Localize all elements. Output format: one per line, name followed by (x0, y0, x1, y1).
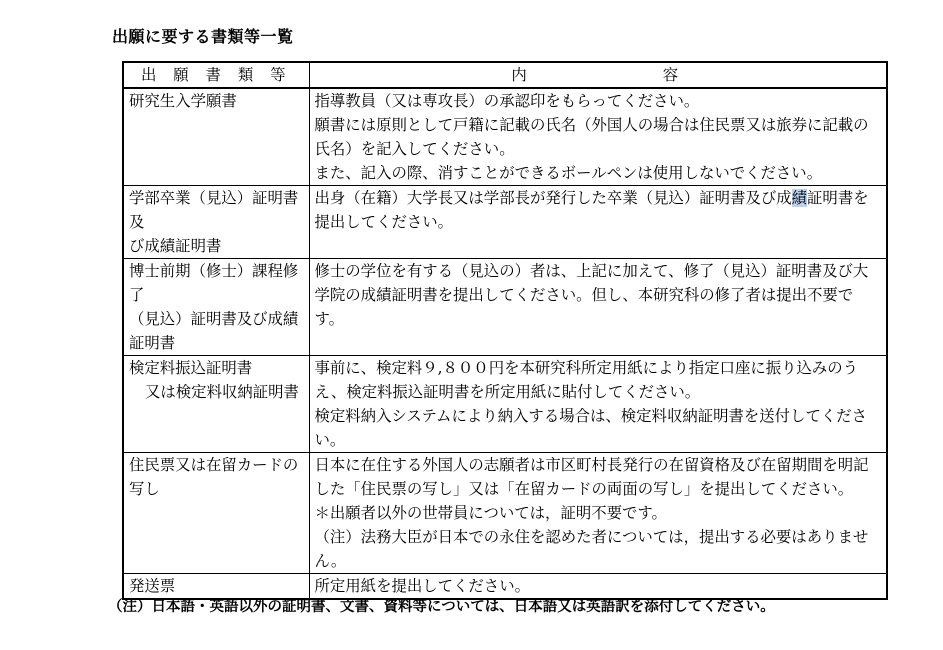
row-name-line: 証明書 (129, 334, 176, 352)
row-content-paragraph: 願書には原則として戸籍に記載の氏名（外国人の場合は住民票又は旅券に記載の氏名）を記入してください。 (314, 116, 869, 158)
row-content-paragraph: ＊出願者以外の世帯員については，証明不要です。 (314, 504, 667, 522)
row-content-paragraph: 所定用紙を提出してください。 (314, 577, 530, 595)
row-content-paragraph: 日本に在住する外国人の志願者は市区町村長発行の在留資格及び在留期間を明記した「住民票の写し」又は「在留カードの両面の写し」を提出してください。 (314, 456, 869, 498)
row-name (123, 356, 309, 453)
footnote: （注）日本語・英語以外の証明書、文書、資料等については、日本語又は英語訳を添付してください。 (108, 599, 775, 615)
row-content-paragraph: 指導教員（又は専攻長）の承認印をもらってください。 (314, 92, 700, 110)
table-row-exam-fee-certificate (123, 356, 887, 453)
text-selection-highlight[interactable]: 績 (791, 189, 808, 207)
row-content-paragraph: また、記入の際、消すことができるボールペンは使用しないでください。 (314, 164, 823, 182)
header-content-char-1: 内 (511, 66, 533, 84)
table-row-masters-certificate (123, 259, 887, 356)
row-content (309, 186, 887, 259)
header-content-char-2: 容 (662, 66, 685, 84)
row-content-paragraph: 事前に、検定料９,８００円を本研究科所定用紙により指定口座に振り込みのうえ、検定料振込証明書を所定用紙に貼付してください。 (314, 359, 859, 401)
table-row-application-form (123, 88, 887, 186)
documents-table (122, 61, 888, 600)
row-name-line: 発送票 (129, 577, 176, 595)
header-content (309, 62, 887, 88)
row-name-line: び成績証明書 (129, 237, 222, 255)
row-name (123, 186, 309, 259)
table-row-residence-certificate (123, 453, 887, 574)
row-name-line: 写し (129, 480, 160, 498)
row-name-line: 研究生入学願書 (129, 92, 237, 110)
row-name-line: 博士前期（修士）課程修了 (129, 262, 299, 304)
row-content (309, 453, 887, 574)
row-name-line: 検定料振込証明書 (129, 359, 253, 377)
row-name-line: 学部卒業（見込）証明書及 (129, 189, 299, 231)
page-title: 出願に要する書類等一覧 (112, 27, 294, 46)
table-row-graduation-certificate (123, 186, 887, 259)
row-content-paragraph: 検定料納入システムにより納入する場合は、検定料収納証明書を送付してください。 (314, 407, 868, 449)
row-content-paragraph: （注）法務大臣が日本での永住を認めた者については，提出する必要はありません。 (314, 528, 869, 570)
row-name-line: （見込）証明書及び成績 (129, 310, 299, 328)
content-text: 証明書を提出してください。 (314, 189, 869, 231)
row-content-paragraph (315, 186, 882, 234)
row-content (309, 88, 887, 186)
content-text: 出身（在籍）大学長又は学部長が発行した卒業（見込）証明書及び成 (314, 189, 792, 207)
row-content (309, 356, 887, 453)
table-header-row (123, 62, 887, 88)
row-name (123, 88, 309, 186)
row-content-paragraph: 修士の学位を有する（見込の）者は、上記に加えて、修了（見込）証明書及び大学院の成績証明書を提出してください。但し、本研究科の修了者は提出不要です。 (314, 262, 869, 328)
row-name-line: 又は検定料収納証明書 (145, 383, 299, 401)
header-document-type: 出 願 書 類 等 (123, 62, 309, 88)
row-name (123, 453, 309, 574)
row-content (309, 259, 887, 356)
row-name (123, 259, 309, 356)
row-name-line: 住民票又は在留カードの (129, 456, 299, 474)
